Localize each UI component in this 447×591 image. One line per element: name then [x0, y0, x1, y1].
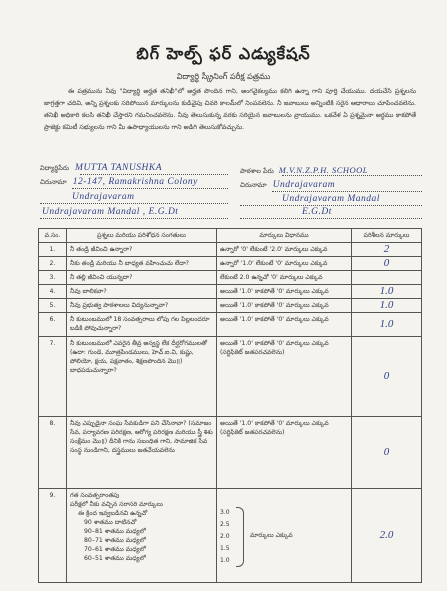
table-row [39, 243, 422, 257]
student-address-line2: Undrajavaram [72, 192, 135, 202]
row-score: 1.0 [352, 299, 422, 313]
student-address-line3-rule [40, 218, 228, 219]
instructions-paragraph: ఈ పత్రమును నీవు "విద్యార్థి అర్హత తనిఖీ"లో అర్హత పొందిన గాని, అంగవైకల్యము కలిగి ఉన్నా గాని పూర్తి చేయుము. దయచేసి ప్రశ్నలను జాగ్రత్తగా చదివి, అన్ని ప్రశ్నలకు సరిపోయిన మార్కులను కుడివైపు చివరి కాలమ్‌లో నింపవలెను. నీ జవాబులు అన్నింటికి సరైన ఆధారాలు చూపించవలెను. తనిఖీ అధికారి కలసి తనిఖీ చేస్తారని గమనించవలెను. నీవు తెలుసుకున్న వరకు సరియైన జవాబులను వ్రాయుము. ఒకవేళ ఏ ప్రశ్నమైనా అర్థము కాకపోతే ప్రాజెక్టు కమిటీ సభ్యులను గాని మీ ఉపాధ్యాయులను గాని అడిగి తెలుసుకోవచ్చును. [44, 88, 416, 131]
student-address-label: చిరునామా [40, 178, 67, 186]
row-score: 1.0 [352, 285, 422, 299]
school-address-line3-rule [240, 218, 422, 219]
row-question: నీ కుటుంబములో 18 సంవత్సరాలు లోపు గల పిల్లలందరూ బడికి పోవుచున్నారా? [67, 313, 217, 337]
page-subtitle: విద్యార్థి స్క్రీనింగ్ పరీక్ష పత్రము [176, 72, 271, 81]
row9-line: ఈ క్రింద ఇవ్వబడినవి ఉన్నచో [78, 510, 148, 517]
row-question: నీకు తండ్రి మరియు నీ బాధ్యత వహించుచు లేదా? [67, 257, 217, 271]
scale-label: మార్కులు ఎక్కువ [250, 531, 293, 539]
col-header-question: ప్రశ్నలు మరియు పరిశోధన సంగతులు [67, 229, 217, 243]
scale-value: 1.0 [220, 556, 230, 564]
row9-line: 60–51 శాతము మధ్యలో [84, 555, 146, 562]
row-question: నీ తండ్రి జీవించి ఉన్నారా? [67, 243, 217, 257]
student-address-line [72, 188, 228, 189]
row-marking: అయితే '1.0' కాకపోతే '0' మార్కులు ఎక్కువ [217, 313, 352, 337]
student-name-line [80, 174, 228, 175]
row9-line: 90 శాతము దాటినచో [84, 519, 137, 526]
row-marking: అయితే '1.0' కాకపోతే '0' మార్కులు ఎక్కువ (సర్టిఫికెట్ జతపరచవలెను) [217, 337, 352, 417]
row9-line: 70–61 శాతము మధ్యలో [84, 546, 146, 553]
student-name-field [40, 163, 162, 174]
school-name-line [282, 175, 422, 176]
school-name-label: పాఠశాల పేరు [240, 167, 274, 175]
scale-value: 2.0 [220, 532, 230, 540]
row-score: 0 [352, 417, 422, 489]
row-score: 0 [352, 337, 422, 417]
row9-line: పరీక్షలో నీకు వచ్చిన సరాసరి మార్కులు [70, 501, 163, 508]
student-address-value: 12-147, Ramakrishna Colony [72, 177, 198, 187]
table-row [39, 337, 422, 417]
row-number: 5. [39, 299, 67, 313]
row-marking: అయితే '1.0' కాకపోతే '0' మార్కులు ఎక్కువ [217, 299, 352, 313]
row-marking: లేకుంటే 2.0 ఉన్నచో '0' మార్కులు ఎక్కువ [217, 271, 352, 285]
row-number: 3. [39, 271, 67, 285]
school-address-line [272, 191, 422, 192]
row-question: నీ తల్లి జీవించి యున్నదా? [67, 271, 217, 285]
school-name-value: M.V.N.Z.P.H. SCHOOL [278, 165, 369, 175]
table-row [39, 417, 422, 489]
row-number: 1. [39, 243, 67, 257]
row-question: నీవు బాలికవా? [67, 285, 217, 299]
scale-value: 3.0 [220, 508, 230, 516]
school-address-line3: E.G.Dt [302, 207, 332, 217]
row-marking [217, 489, 352, 583]
scale-brace [236, 507, 244, 567]
scale-value: 1.5 [220, 544, 230, 552]
row9-line: గత సంవత్సరాంతపు [70, 492, 120, 499]
student-address-line3: Undrajavaram Mandal , E.G.Dt [42, 207, 179, 217]
table-header-row [39, 229, 422, 243]
table-row [39, 257, 422, 271]
col-header-serial: వ.సం. [39, 229, 67, 243]
row-number: 7. [39, 337, 67, 417]
marks-scale [220, 505, 348, 567]
row9-line: 80–71 శాతము మధ్యలో [84, 537, 146, 544]
row-number: 9. [39, 489, 67, 583]
table-row [39, 489, 422, 583]
row-number: 2. [39, 257, 67, 271]
col-header-marking: మార్కులు విధానము [217, 229, 352, 243]
col-header-score: పరిశీలన మార్కులు [352, 229, 422, 243]
row-number: 8. [39, 417, 67, 489]
row9-line: 90–81 శాతము మధ్యలో [84, 528, 146, 535]
row-marking: అయితే '1.0' కాకపోతే '0' మార్కులు ఎక్కువ (సర్టిఫికెట్ జతపరచవలెను) [217, 417, 352, 489]
row-question: నీవు ఎప్పుడైనా సంఘ సేవకుడిగా పని చేసినావా? (సమాజం సేవ, పర్యావరణ పరిరక్షణ, ఆరోగ్య పరిరక్షణ మరియు స్త్రీ శిశు సంక్షేమం మొ॥) దీనికి గాను సబంధిత గాని, సామాజిక సేవ సంస్థ నుండిగాని, దస్త్రములు జతచేయవలెను [67, 417, 217, 489]
student-address-field [40, 177, 198, 188]
row-number: 4. [39, 285, 67, 299]
row-number: 6. [39, 313, 67, 337]
row-score [352, 271, 422, 285]
page-title: బిగ్ హెల్ప్ ఫర్ ఎడ్యుకేషన్ [136, 44, 311, 63]
row-marking: ఉన్నారో '1.0' లేకుంటే '0' మార్కులు ఎక్కువ [217, 257, 352, 271]
row-marking: అయితే '1.0' కాకపోతే '0' మార్కులు ఎక్కువ [217, 285, 352, 299]
school-address-field [240, 180, 335, 191]
school-address-line2: Undrajavaram Mandal [282, 194, 380, 204]
school-address-label: చిరునామా [240, 181, 267, 189]
row-marking: ఉన్నారో '0' లేకుంటే '2.0' మార్కులు ఎక్కువ [217, 243, 352, 257]
scale-values [220, 507, 230, 567]
row-question [67, 489, 217, 583]
row-score: 2 [352, 243, 422, 257]
row-score: 0 [352, 257, 422, 271]
student-name-value: MUTTA TANUSHKA [75, 163, 163, 173]
student-address-line2-rule [40, 203, 228, 204]
row-score: 1.0 [352, 313, 422, 337]
table-row [39, 271, 422, 285]
scale-value: 2.5 [220, 520, 230, 528]
school-address-line2-rule [240, 205, 422, 206]
row-question: నీవు ప్రభుత్వ పాఠశాలలు విద్యనున్నావా? [67, 299, 217, 313]
questionnaire-table [38, 228, 422, 583]
table-row [39, 313, 422, 337]
school-address-value: Undrajavaram [272, 180, 336, 190]
row-question: నీ కుటుంబములో ఎవరైన తీవ్ర అస్వస్థ లేక దీర్ఘరోగములతో (ఉదా: గుండె, మూత్రపిండములు, హెచ్.ఐ.వి, కుష్టు, పోలియో, క్షయ, పక్షవాతం, శిక్షణపొందిన మొ॥) బాధపడుచున్నారా? [67, 337, 217, 417]
table-row [39, 285, 422, 299]
student-name-label: విద్యార్థిపేరు [40, 164, 69, 172]
table-row [39, 299, 422, 313]
row-score: 2.0 [352, 489, 422, 583]
